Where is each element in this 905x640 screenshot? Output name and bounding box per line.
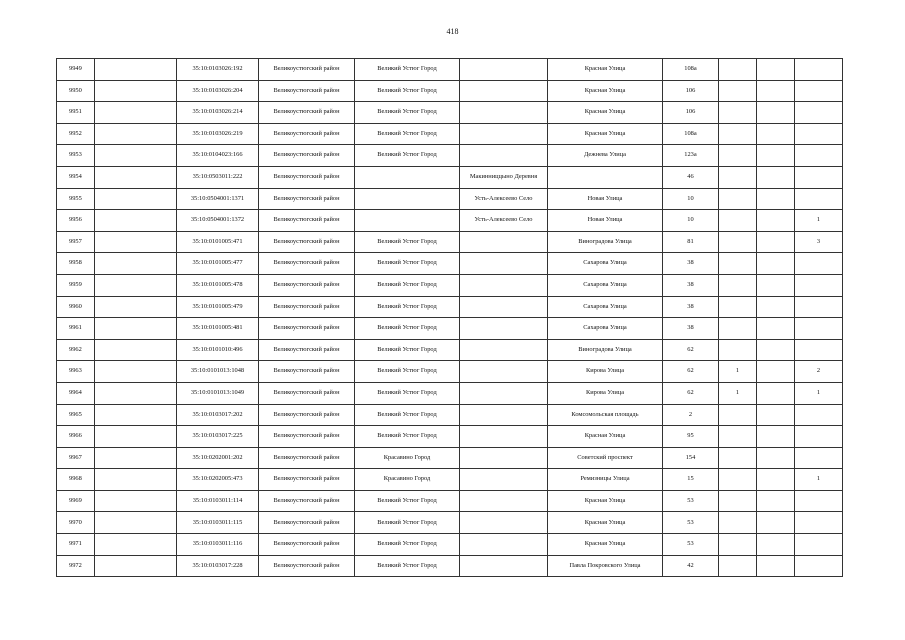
- record-number-cell: 9957: [57, 231, 95, 253]
- table-row: [57, 490, 843, 512]
- blank-cell: [95, 274, 177, 296]
- cadastral-number-cell: 35:10:0103026:214: [177, 102, 259, 124]
- house-number-cell: 15: [663, 469, 719, 491]
- city-cell: Великий Устюг Город: [355, 59, 460, 81]
- house-number-cell: 10: [663, 188, 719, 210]
- count-cell-3: [795, 274, 843, 296]
- city-cell: Великий Устюг Город: [355, 253, 460, 275]
- village-cell: [460, 59, 548, 81]
- count-cell-1: [719, 231, 757, 253]
- cadastral-number-cell: 35:10:0101005:478: [177, 274, 259, 296]
- table-row: [57, 231, 843, 253]
- district-cell: Великоустюгский район: [259, 123, 355, 145]
- count-cell-2: [757, 318, 795, 340]
- city-cell: Великий Устюг Город: [355, 534, 460, 556]
- count-cell-3: [795, 318, 843, 340]
- house-number-cell: 108а: [663, 123, 719, 145]
- count-cell-2: [757, 382, 795, 404]
- page-number: 418: [446, 27, 459, 36]
- district-cell: Великоустюгский район: [259, 382, 355, 404]
- village-cell: [460, 253, 548, 275]
- cadastral-number-cell: 35:10:0103017:228: [177, 555, 259, 577]
- city-cell: Великий Устюг Город: [355, 512, 460, 534]
- city-cell: Великий Устюг Город: [355, 123, 460, 145]
- district-cell: Великоустюгский район: [259, 339, 355, 361]
- city-cell: Великий Устюг Город: [355, 296, 460, 318]
- count-cell-2: [757, 296, 795, 318]
- count-cell-3: 1: [795, 210, 843, 232]
- blank-cell: [95, 447, 177, 469]
- cadastral-number-cell: 35:10:0103017:202: [177, 404, 259, 426]
- record-number-cell: 9955: [57, 188, 95, 210]
- cadastral-number-cell: 35:10:0101013:1048: [177, 361, 259, 383]
- count-cell-2: [757, 274, 795, 296]
- count-cell-2: [757, 555, 795, 577]
- district-cell: Великоустюгский район: [259, 534, 355, 556]
- street-cell: Сахарова Улица: [548, 253, 663, 275]
- count-cell-1: [719, 188, 757, 210]
- table-row: [57, 426, 843, 448]
- cadastral-number-cell: 35:10:0202001:202: [177, 447, 259, 469]
- city-cell: Великий Устюг Город: [355, 404, 460, 426]
- house-number-cell: 53: [663, 534, 719, 556]
- count-cell-2: [757, 59, 795, 81]
- district-cell: Великоустюгский район: [259, 253, 355, 275]
- city-cell: Великий Устюг Город: [355, 426, 460, 448]
- record-number-cell: 9956: [57, 210, 95, 232]
- street-cell: Павла Покровского Улица: [548, 555, 663, 577]
- record-number-cell: 9960: [57, 296, 95, 318]
- city-cell: Великий Устюг Город: [355, 339, 460, 361]
- count-cell-3: 1: [795, 469, 843, 491]
- district-cell: Великоустюгский район: [259, 447, 355, 469]
- city-cell: Великий Устюг Город: [355, 145, 460, 167]
- count-cell-1: [719, 166, 757, 188]
- street-cell: Красная Улица: [548, 102, 663, 124]
- count-cell-1: [719, 318, 757, 340]
- cadastral-number-cell: 35:10:0101013:1049: [177, 382, 259, 404]
- district-cell: Великоустюгский район: [259, 318, 355, 340]
- street-cell: Советский проспект: [548, 447, 663, 469]
- district-cell: Великоустюгский район: [259, 166, 355, 188]
- count-cell-2: [757, 210, 795, 232]
- count-cell-1: [719, 210, 757, 232]
- count-cell-3: [795, 80, 843, 102]
- street-cell: Красная Улица: [548, 80, 663, 102]
- count-cell-3: [795, 426, 843, 448]
- cadastral-number-cell: 35:10:0101005:479: [177, 296, 259, 318]
- count-cell-2: [757, 490, 795, 512]
- cadastral-number-cell: 35:10:0103026:204: [177, 80, 259, 102]
- village-cell: [460, 339, 548, 361]
- record-number-cell: 9954: [57, 166, 95, 188]
- count-cell-3: [795, 490, 843, 512]
- village-cell: [460, 80, 548, 102]
- district-cell: Великоустюгский район: [259, 361, 355, 383]
- blank-cell: [95, 166, 177, 188]
- district-cell: Великоустюгский район: [259, 490, 355, 512]
- count-cell-2: [757, 512, 795, 534]
- house-number-cell: 106: [663, 80, 719, 102]
- house-number-cell: 62: [663, 361, 719, 383]
- village-cell: [460, 274, 548, 296]
- count-cell-1: [719, 426, 757, 448]
- blank-cell: [95, 253, 177, 275]
- village-cell: [460, 361, 548, 383]
- street-cell: Сахарова Улица: [548, 318, 663, 340]
- count-cell-1: [719, 274, 757, 296]
- street-cell: Красная Улица: [548, 534, 663, 556]
- house-number-cell: 53: [663, 490, 719, 512]
- record-number-cell: 9972: [57, 555, 95, 577]
- cadastral-number-cell: 35:10:0101005:477: [177, 253, 259, 275]
- table-row: [57, 404, 843, 426]
- table-row: [57, 555, 843, 577]
- village-cell: [460, 512, 548, 534]
- record-number-cell: 9970: [57, 512, 95, 534]
- street-cell: [548, 166, 663, 188]
- count-cell-1: [719, 339, 757, 361]
- city-cell: Великий Устюг Город: [355, 382, 460, 404]
- street-cell: Красная Улица: [548, 512, 663, 534]
- count-cell-3: 1: [795, 382, 843, 404]
- cadastral-number-cell: 35:10:0504001:1371: [177, 188, 259, 210]
- city-cell: Красавино Город: [355, 447, 460, 469]
- cadastral-number-cell: 35:10:0101005:481: [177, 318, 259, 340]
- city-cell: Великий Устюг Город: [355, 490, 460, 512]
- district-cell: Великоустюгский район: [259, 80, 355, 102]
- village-cell: [460, 145, 548, 167]
- house-number-cell: 46: [663, 166, 719, 188]
- house-number-cell: 62: [663, 339, 719, 361]
- count-cell-3: 3: [795, 231, 843, 253]
- table-row: [57, 361, 843, 383]
- table-row: [57, 512, 843, 534]
- table-row: [57, 339, 843, 361]
- blank-cell: [95, 555, 177, 577]
- street-cell: Сахарова Улица: [548, 274, 663, 296]
- count-cell-3: [795, 404, 843, 426]
- city-cell: Красавино Город: [355, 469, 460, 491]
- count-cell-1: [719, 469, 757, 491]
- count-cell-1: [719, 145, 757, 167]
- count-cell-3: [795, 512, 843, 534]
- city-cell: Великий Устюг Город: [355, 361, 460, 383]
- village-cell: Усть-Алексеево Село: [460, 188, 548, 210]
- table-row: [57, 210, 843, 232]
- city-cell: Великий Устюг Город: [355, 274, 460, 296]
- count-cell-1: [719, 253, 757, 275]
- count-cell-2: [757, 339, 795, 361]
- house-number-cell: 108а: [663, 59, 719, 81]
- registry-table: [56, 58, 843, 577]
- count-cell-3: [795, 555, 843, 577]
- house-number-cell: 62: [663, 382, 719, 404]
- cadastral-number-cell: 35:10:0101005:471: [177, 231, 259, 253]
- table-row: [57, 469, 843, 491]
- blank-cell: [95, 80, 177, 102]
- record-number-cell: 9963: [57, 361, 95, 383]
- table-row: [57, 59, 843, 81]
- house-number-cell: 123а: [663, 145, 719, 167]
- house-number-cell: 2: [663, 404, 719, 426]
- count-cell-1: [719, 123, 757, 145]
- village-cell: [460, 231, 548, 253]
- record-number-cell: 9953: [57, 145, 95, 167]
- blank-cell: [95, 123, 177, 145]
- district-cell: Великоустюгский район: [259, 59, 355, 81]
- village-cell: [460, 382, 548, 404]
- village-cell: [460, 490, 548, 512]
- cadastral-number-cell: 35:10:0103011:114: [177, 490, 259, 512]
- count-cell-2: [757, 253, 795, 275]
- house-number-cell: 42: [663, 555, 719, 577]
- count-cell-3: [795, 145, 843, 167]
- record-number-cell: 9952: [57, 123, 95, 145]
- district-cell: Великоустюгский район: [259, 404, 355, 426]
- house-number-cell: 53: [663, 512, 719, 534]
- count-cell-1: [719, 534, 757, 556]
- village-cell: Макинниццыно Деревня: [460, 166, 548, 188]
- count-cell-2: [757, 361, 795, 383]
- city-cell: Великий Устюг Город: [355, 231, 460, 253]
- count-cell-3: [795, 339, 843, 361]
- street-cell: Кирова Улица: [548, 382, 663, 404]
- village-cell: [460, 123, 548, 145]
- count-cell-3: [795, 166, 843, 188]
- district-cell: Великоустюгский район: [259, 469, 355, 491]
- village-cell: [460, 426, 548, 448]
- record-number-cell: 9958: [57, 253, 95, 275]
- village-cell: [460, 318, 548, 340]
- count-cell-3: [795, 534, 843, 556]
- house-number-cell: 10: [663, 210, 719, 232]
- table-row: [57, 318, 843, 340]
- house-number-cell: 95: [663, 426, 719, 448]
- count-cell-1: [719, 447, 757, 469]
- table-row: [57, 145, 843, 167]
- street-cell: Красная Улица: [548, 123, 663, 145]
- city-cell: Великий Устюг Город: [355, 318, 460, 340]
- count-cell-2: [757, 426, 795, 448]
- district-cell: Великоустюгский район: [259, 188, 355, 210]
- blank-cell: [95, 534, 177, 556]
- count-cell-3: [795, 102, 843, 124]
- street-cell: Красная Улица: [548, 59, 663, 81]
- count-cell-1: [719, 59, 757, 81]
- village-cell: [460, 296, 548, 318]
- record-number-cell: 9962: [57, 339, 95, 361]
- blank-cell: [95, 145, 177, 167]
- district-cell: Великоустюгский район: [259, 102, 355, 124]
- cadastral-number-cell: 35:10:0104023:166: [177, 145, 259, 167]
- count-cell-3: [795, 59, 843, 81]
- table-row: [57, 296, 843, 318]
- blank-cell: [95, 188, 177, 210]
- count-cell-2: [757, 145, 795, 167]
- count-cell-3: [795, 447, 843, 469]
- table-row: [57, 382, 843, 404]
- blank-cell: [95, 210, 177, 232]
- table-row: [57, 253, 843, 275]
- record-number-cell: 9959: [57, 274, 95, 296]
- cadastral-number-cell: 35:10:0504001:1372: [177, 210, 259, 232]
- table-row: [57, 123, 843, 145]
- blank-cell: [95, 426, 177, 448]
- table-row: [57, 274, 843, 296]
- count-cell-3: [795, 253, 843, 275]
- count-cell-2: [757, 469, 795, 491]
- city-cell: Великий Устюг Город: [355, 80, 460, 102]
- table-row: [57, 534, 843, 556]
- record-number-cell: 9951: [57, 102, 95, 124]
- street-cell: Кирова Улица: [548, 361, 663, 383]
- blank-cell: [95, 102, 177, 124]
- street-cell: Комсомольская площадь: [548, 404, 663, 426]
- record-number-cell: 9967: [57, 447, 95, 469]
- record-number-cell: 9961: [57, 318, 95, 340]
- city-cell: [355, 188, 460, 210]
- street-cell: Виноградова Улица: [548, 339, 663, 361]
- table-row: [57, 102, 843, 124]
- district-cell: Великоустюгский район: [259, 555, 355, 577]
- street-cell: Красная Улица: [548, 426, 663, 448]
- district-cell: Великоустюгский район: [259, 512, 355, 534]
- house-number-cell: 81: [663, 231, 719, 253]
- cadastral-number-cell: 35:10:0103011:115: [177, 512, 259, 534]
- cadastral-number-cell: 35:10:0103011:116: [177, 534, 259, 556]
- count-cell-1: [719, 80, 757, 102]
- record-number-cell: 9950: [57, 80, 95, 102]
- count-cell-2: [757, 166, 795, 188]
- record-number-cell: 9969: [57, 490, 95, 512]
- district-cell: Великоустюгский район: [259, 274, 355, 296]
- count-cell-3: [795, 123, 843, 145]
- cadastral-number-cell: 35:10:0103017:225: [177, 426, 259, 448]
- blank-cell: [95, 231, 177, 253]
- count-cell-1: [719, 512, 757, 534]
- village-cell: Усть-Алексеево Село: [460, 210, 548, 232]
- village-cell: [460, 404, 548, 426]
- city-cell: Великий Устюг Город: [355, 555, 460, 577]
- district-cell: Великоустюгский район: [259, 145, 355, 167]
- count-cell-2: [757, 188, 795, 210]
- cadastral-number-cell: 35:10:0103026:219: [177, 123, 259, 145]
- cadastral-number-cell: 35:10:0103026:192: [177, 59, 259, 81]
- blank-cell: [95, 382, 177, 404]
- village-cell: [460, 102, 548, 124]
- count-cell-3: [795, 188, 843, 210]
- count-cell-2: [757, 231, 795, 253]
- blank-cell: [95, 339, 177, 361]
- table-row: [57, 166, 843, 188]
- blank-cell: [95, 361, 177, 383]
- count-cell-3: 2: [795, 361, 843, 383]
- cadastral-number-cell: 35:10:0101010:496: [177, 339, 259, 361]
- count-cell-1: [719, 102, 757, 124]
- blank-cell: [95, 512, 177, 534]
- count-cell-2: [757, 447, 795, 469]
- city-cell: Великий Устюг Город: [355, 102, 460, 124]
- street-cell: Сахарова Улица: [548, 296, 663, 318]
- district-cell: Великоустюгский район: [259, 296, 355, 318]
- village-cell: [460, 555, 548, 577]
- blank-cell: [95, 490, 177, 512]
- cadastral-number-cell: 35:10:0503011:222: [177, 166, 259, 188]
- count-cell-1: [719, 404, 757, 426]
- city-cell: [355, 166, 460, 188]
- count-cell-1: [719, 555, 757, 577]
- table-row: [57, 447, 843, 469]
- district-cell: Великоустюгский район: [259, 231, 355, 253]
- record-number-cell: 9949: [57, 59, 95, 81]
- table-row: [57, 80, 843, 102]
- count-cell-3: [795, 296, 843, 318]
- street-cell: Красная Улица: [548, 490, 663, 512]
- count-cell-1: [719, 490, 757, 512]
- village-cell: [460, 534, 548, 556]
- count-cell-2: [757, 534, 795, 556]
- count-cell-2: [757, 80, 795, 102]
- record-number-cell: 9971: [57, 534, 95, 556]
- count-cell-2: [757, 123, 795, 145]
- count-cell-2: [757, 404, 795, 426]
- count-cell-1: [719, 296, 757, 318]
- blank-cell: [95, 59, 177, 81]
- cadastral-number-cell: 35:10:0202005:473: [177, 469, 259, 491]
- count-cell-2: [757, 102, 795, 124]
- street-cell: Виноградова Улица: [548, 231, 663, 253]
- blank-cell: [95, 296, 177, 318]
- house-number-cell: 38: [663, 274, 719, 296]
- city-cell: [355, 210, 460, 232]
- street-cell: Новая Улица: [548, 210, 663, 232]
- blank-cell: [95, 318, 177, 340]
- record-number-cell: 9968: [57, 469, 95, 491]
- district-cell: Великоустюгский район: [259, 426, 355, 448]
- count-cell-1: 1: [719, 361, 757, 383]
- record-number-cell: 9964: [57, 382, 95, 404]
- table-body: [57, 59, 843, 577]
- house-number-cell: 154: [663, 447, 719, 469]
- house-number-cell: 38: [663, 296, 719, 318]
- count-cell-1: 1: [719, 382, 757, 404]
- record-number-cell: 9966: [57, 426, 95, 448]
- record-number-cell: 9965: [57, 404, 95, 426]
- street-cell: Новая Улица: [548, 188, 663, 210]
- street-cell: Ремизницы Улица: [548, 469, 663, 491]
- village-cell: [460, 469, 548, 491]
- district-cell: Великоустюгский район: [259, 210, 355, 232]
- house-number-cell: 38: [663, 318, 719, 340]
- table-row: [57, 188, 843, 210]
- house-number-cell: 38: [663, 253, 719, 275]
- street-cell: Дежнева Улица: [548, 145, 663, 167]
- blank-cell: [95, 404, 177, 426]
- blank-cell: [95, 469, 177, 491]
- village-cell: [460, 447, 548, 469]
- house-number-cell: 106: [663, 102, 719, 124]
